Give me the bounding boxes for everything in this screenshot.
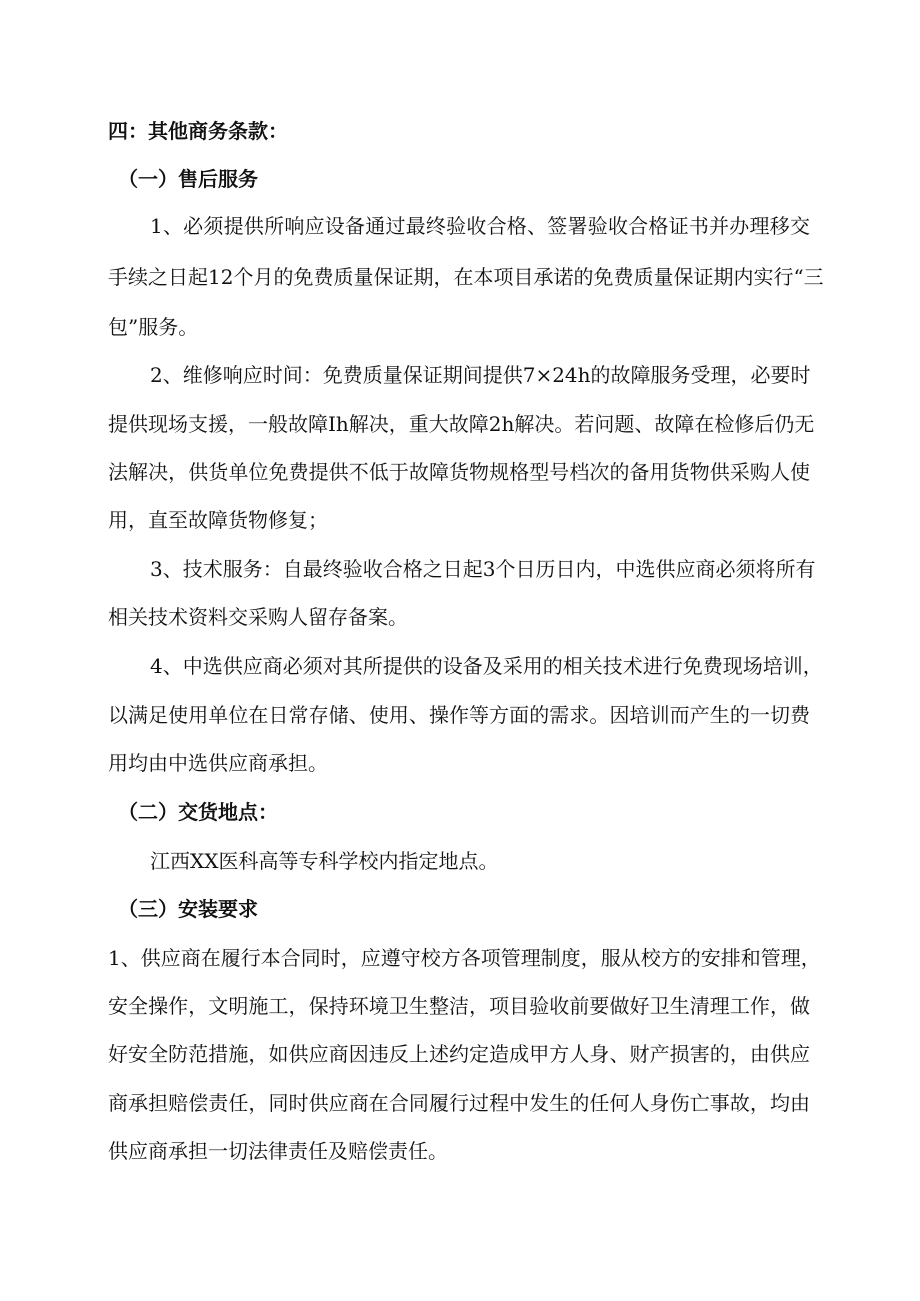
subsection-title-after-sales: （一）售后服务 (118, 167, 258, 191)
paragraph-line: 商承担赔偿责任，同时供应商在合同履行过程中发生的任何人身伤亡事故，均由 (108, 1091, 810, 1115)
delivery-location-text: 江西XX医科高等专科学校内指定地点。 (150, 849, 499, 873)
paragraph-line: 提供现场支援，一般故障Ih解决，重大故障2h解决。若问题、故障在检修后仍无 (108, 412, 815, 436)
paragraph-line: 供应商承担一切法律责任及赔偿责任。 (108, 1139, 448, 1163)
paragraph-line: 以满足使用单位在日常存储、使用、操作等方面的需求。因培训而产生的一切费 (108, 703, 810, 727)
paragraph-line: 3、技术服务：自最终验收合格之日起3个日历日内，中选供应商必须将所有 (150, 557, 816, 581)
paragraph-line: 用，直至故障货物修复； (108, 508, 328, 532)
paragraph-line: 相关技术资料交采购人留存备案。 (108, 605, 408, 629)
subsection-title-delivery-location: （二）交货地点： (118, 800, 278, 824)
paragraph-line: 好安全防范措施，如供应商因违反上述约定造成甲方人身、财产损害的，由供应 (108, 1042, 810, 1066)
paragraph-line: 2、维修响应时间：免费质量保证期间提供7×24h的故障服务受理，必要时 (150, 363, 811, 387)
paragraph-line: 1、供应商在履行本合同时，应遵守校方各项管理制度，服从校方的安排和管理， (108, 946, 821, 970)
subsection-title-installation: （三）安装要求 (118, 897, 258, 921)
paragraph-line: 安全操作，文明施工，保持环境卫生整洁，项目验收前要做好卫生清理工作，做 (108, 994, 810, 1018)
paragraph-line: 4、中选供应商必须对其所提供的设备及采用的相关技术进行免费现场培训， (150, 654, 823, 678)
paragraph-line: 法解决，供货单位免费提供不低于故障货物规格型号档次的备用货物供采购人使 (108, 460, 810, 484)
paragraph-line: 用均由中选供应商承担。 (108, 751, 328, 775)
paragraph-line: 1、必须提供所响应设备通过最终验收合格、签署验收合格证书并办理移交 (150, 214, 810, 238)
paragraph-line: 手续之日起12个月的免费质量保证期，在本项目承诺的免费质量保证期内实行“三 (108, 265, 824, 289)
section-title: 四：其他商务条款： (108, 119, 288, 143)
paragraph-line: 包”服务。 (108, 315, 199, 339)
